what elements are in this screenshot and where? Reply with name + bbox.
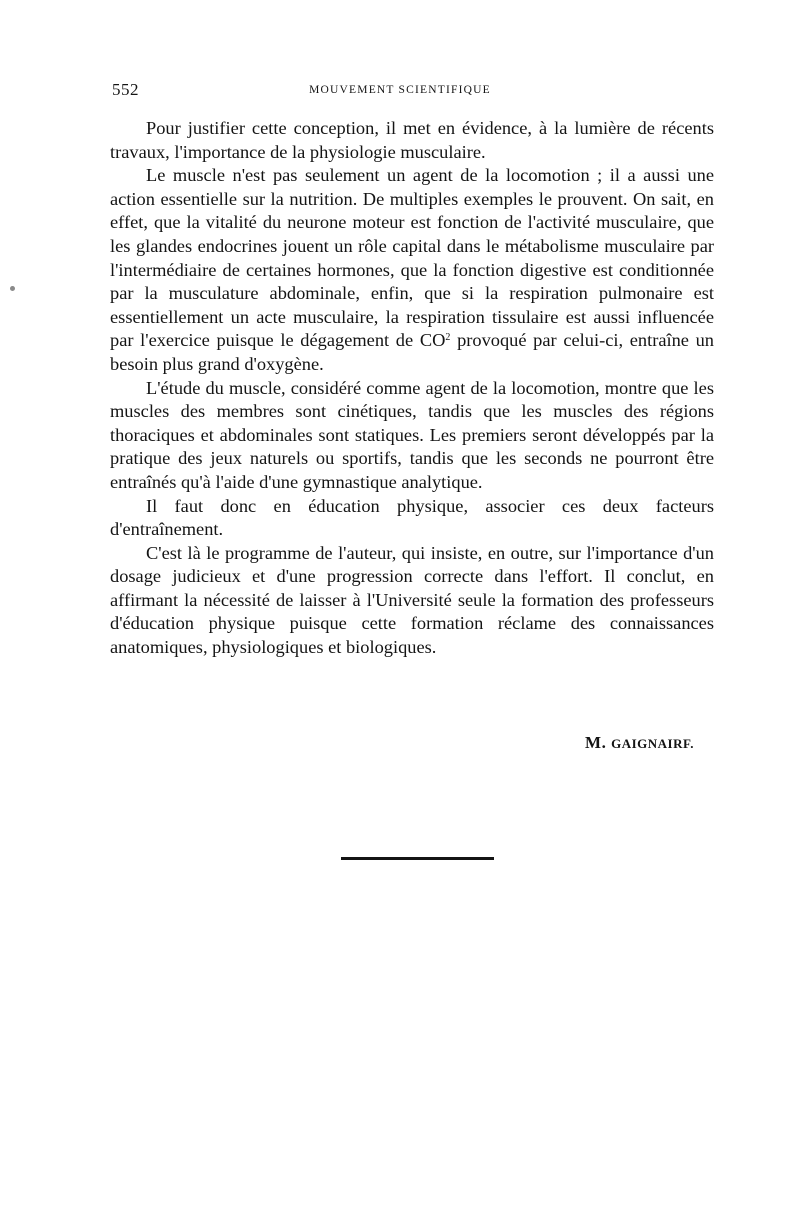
paragraph: Il faut donc en éducation physique, associer ces deux facteurs d'entraînement. (110, 495, 714, 540)
paragraph-text-continued: provoqué par celui-ci, entraîne un besoin plus grand d'oxygène. (110, 330, 714, 374)
paragraph (110, 164, 714, 376)
signature-surname: GAIGNAIRF. (611, 736, 694, 751)
page-number: 552 (112, 80, 139, 99)
paragraph-text: Le muscle n'est pas seulement un agent de la locomotion ; il a aussi une action essentielle sur la nutrition. De multiples exemples le prouvent. On sait, en effet, que la vitalité du neurone moteur est fonction de l'activité musculaire, que les glandes endocrines jouent un rôle capital dans le métabolisme musculaire par l'intermédiaire de certaines hormones, que la fonction digestive est conditionnée par la musculature abdominale, enfin, que si la respiration pulmonaire est essentiellement un acte musculaire, la respiration tissulaire est aussi influencée par l'exercice puisque le dégagement de (110, 165, 714, 351)
paragraph: C'est là le programme de l'auteur, qui insiste, en outre, sur l'importance d'un dosage judicieux et d'une progression correcte dans l'effort. Il conclut, en affirmant la nécessité de laisser à l'Université seule la formation des professeurs d'éducation physique puisque cette formation réclame des connaissances anatomiques, physiologiques et biologiques. (110, 542, 714, 658)
co2-base: CO (419, 330, 446, 351)
co2-superscript: 2 (445, 332, 451, 344)
paragraph: L'étude du muscle, considéré comme agent de la locomotion, montre que les muscles des membres sont cinétiques, tandis que les muscles des régions thoraciques et abdominales sont statiques. Les premiers seront développés par la pratique des jeux naturels ou sportifs, tandis que les seconds ne pourront être entraînés qu'à l'aide d'une gymnastique analytique. (110, 377, 714, 492)
article-body (110, 117, 714, 660)
scan-speck (10, 286, 15, 291)
paragraph: Pour justifier cette conception, il met en évidence, à la lumière de récents travaux, l'importance de la physiologie musculaire. (110, 118, 714, 162)
co2-formula (420, 330, 451, 350)
signature-initial: M. (585, 733, 607, 752)
author-signature (585, 733, 694, 753)
end-rule (341, 857, 494, 860)
running-title: MOUVEMENT SCIENTIFIQUE (309, 84, 491, 96)
